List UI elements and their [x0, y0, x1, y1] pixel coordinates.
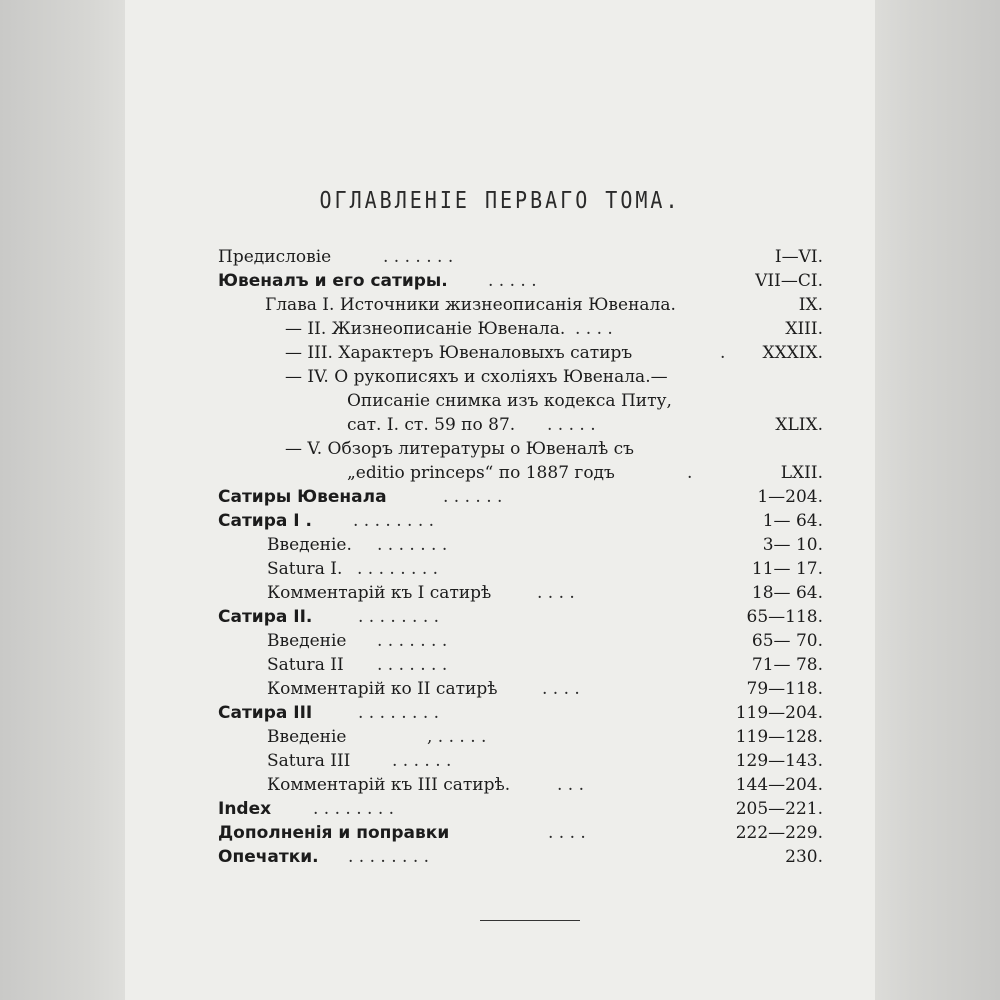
toc-entry-chapter-4-end [347, 413, 823, 437]
toc-entry-page: 119—204. [735, 703, 823, 723]
toc-entry-label: Введеніе [267, 631, 347, 651]
toc-entry-page: 1—204. [757, 487, 823, 507]
toc-entry-label: Сатира III [218, 703, 313, 723]
toc-entry-page: VII—CI. [755, 271, 823, 291]
toc-entry-page: 79—118. [746, 679, 823, 699]
toc-entry-label: Сатира II. [218, 607, 313, 627]
toc-entry-label: — II. Жизнеописаніе Ювенала. [285, 319, 566, 339]
toc-entry-label: — IV. О рукописяхъ и схоліяхъ Ювенала.— [285, 367, 668, 387]
toc-entry-chapter-1 [265, 293, 823, 317]
toc-entry-label: Комментарій къ III сатирѣ. [267, 775, 511, 795]
toc-entry-satura-2 [267, 653, 823, 677]
book-page [125, 0, 875, 1000]
toc-entry-label: сат. I. ст. 59 по 87. [347, 415, 516, 435]
toc-entry-satire-2-intro [267, 629, 823, 653]
toc-entry-label: „editio princeps“ по 1887 годъ [347, 463, 615, 483]
toc-entry-page: 18— 64. [751, 583, 823, 603]
toc-entry-leader: , . . . . . [427, 727, 487, 747]
toc-entry-satire-3-intro [267, 725, 823, 749]
toc-entry-leader: . . . . . [488, 271, 537, 291]
toc-entry-leader: . [687, 463, 693, 483]
toc-entry-label: — V. Обзоръ литературы о Ювеналѣ съ [285, 439, 634, 459]
toc-entry-leader: . . . . . . . . [353, 511, 435, 531]
toc-entry-leader: . . . [557, 775, 585, 795]
toc-entry-label: Satura I. [267, 559, 343, 579]
toc-entry-page: 65—118. [746, 607, 823, 627]
toc-entry-leader: . . . . [537, 583, 575, 603]
toc-entry-leader: . . . . [548, 823, 586, 843]
toc-entry-leader: . . . . . . [392, 751, 452, 771]
toc-entry-addenda [218, 821, 823, 845]
toc-entry-label: Дополненія и поправки [218, 823, 450, 843]
toc-entry-satire-2-commentary [267, 677, 823, 701]
toc-entry-label: Описаніе снимка изъ кодекса Питу, [347, 391, 672, 411]
toc-entry-page: 144—204. [735, 775, 823, 795]
toc-entry-leader: . . . . . . . . [313, 799, 395, 819]
toc-entry-satura-1 [267, 557, 823, 581]
toc-entry-page: 3— 10. [762, 535, 823, 555]
toc-entry-page: 222—229. [735, 823, 823, 843]
toc-entry-satire-2 [218, 605, 823, 629]
toc-entry-satires [218, 485, 823, 509]
toc-entry-label: Комментарій къ I сатирѣ [267, 583, 492, 603]
toc-entry-label: Ювеналъ и его сатиры. [218, 271, 448, 291]
toc-entry-label: Предисловіе [218, 247, 332, 267]
toc-entry-page: 230. [785, 847, 823, 867]
toc-entry-satire-1 [218, 509, 823, 533]
toc-entry-leader: . . . . [575, 319, 613, 339]
toc-entry-chapter-5 [285, 437, 823, 461]
toc-entry-page: 1— 64. [762, 511, 823, 531]
toc-entry-page: I—VI. [774, 247, 823, 267]
toc-entry-page: XXXIX. [762, 343, 823, 363]
toc-entry-leader: . . . . . . . . [358, 703, 440, 723]
toc-entry-label: Введеніе. [267, 535, 352, 555]
toc-entry-chapter-4-cont [347, 389, 823, 413]
toc-entry-label: Satura II [267, 655, 344, 675]
toc-entry-label: Комментарій ко II сатирѣ [267, 679, 498, 699]
toc-entry-label: Опечатки. [218, 847, 319, 867]
toc-entry-page: 71— 78. [751, 655, 823, 675]
toc-entry-index [218, 797, 823, 821]
toc-entry-label: Глава I. Источники жизнеописанія Ювенала. [265, 295, 676, 315]
toc-entry-leader: . . . . . . . [383, 247, 454, 267]
toc-entry-page: 119—128. [735, 727, 823, 747]
toc-entry-label: Satura III [267, 751, 351, 771]
toc-entry-predislovie [218, 245, 823, 269]
toc-entry-leader: . . . . [542, 679, 580, 699]
toc-entry-leader: . . . . . . [443, 487, 503, 507]
closing-rule [480, 920, 580, 921]
toc-entry-satire-1-intro [267, 533, 823, 557]
toc-entry-satire-3 [218, 701, 823, 725]
toc-entry-satire-1-commentary [267, 581, 823, 605]
toc-entry-leader: . . . . . . . [377, 631, 448, 651]
toc-entry-leader: . . . . . [547, 415, 596, 435]
toc-entry-page: XLIX. [775, 415, 823, 435]
toc-entry-chapter-3 [285, 341, 823, 365]
toc-entry-page: 11— 17. [751, 559, 823, 579]
toc-entry-page: 205—221. [735, 799, 823, 819]
toc-entry-chapter-2 [285, 317, 823, 341]
toc-entry-label: Сатира I . [218, 511, 312, 531]
toc-entry-chapter-4 [285, 365, 823, 389]
toc-entry-leader: . [720, 343, 726, 363]
toc-entry-label: Сатиры Ювенала [218, 487, 387, 507]
toc-entry-page: 65— 70. [751, 631, 823, 651]
toc-entry-satura-3 [267, 749, 823, 773]
toc-entry-chapter-5-end [347, 461, 823, 485]
toc-entry-errata [218, 845, 823, 869]
right-page-edge [875, 0, 1000, 1000]
toc-entry-page: XIII. [785, 319, 823, 339]
toc-entry-leader: . . . . . . . [377, 655, 448, 675]
toc-entry-satire-3-commentary [267, 773, 823, 797]
toc-entry-leader: . . . . . . . . [358, 607, 440, 627]
toc-entry-label: — III. Характеръ Ювеналовыхъ сатиръ [285, 343, 633, 363]
toc-entry-juvenal-satires [218, 269, 823, 293]
toc-entry-label: Введеніе [267, 727, 347, 747]
toc-entry-page: 129—143. [735, 751, 823, 771]
toc-entry-leader: . . . . . . . . [357, 559, 439, 579]
left-page-edge [0, 0, 125, 1000]
table-of-contents [125, 0, 875, 1000]
toc-entry-leader: . . . . . . . [377, 535, 448, 555]
toc-entry-page: LXII. [780, 463, 823, 483]
page-title: ОГЛАВЛЕНІЕ ПЕРВАГО ТОМА. [319, 186, 681, 214]
toc-entry-page: IX. [798, 295, 823, 315]
toc-entry-leader: . . . . . . . . [348, 847, 430, 867]
toc-entry-label: Index [218, 799, 272, 819]
